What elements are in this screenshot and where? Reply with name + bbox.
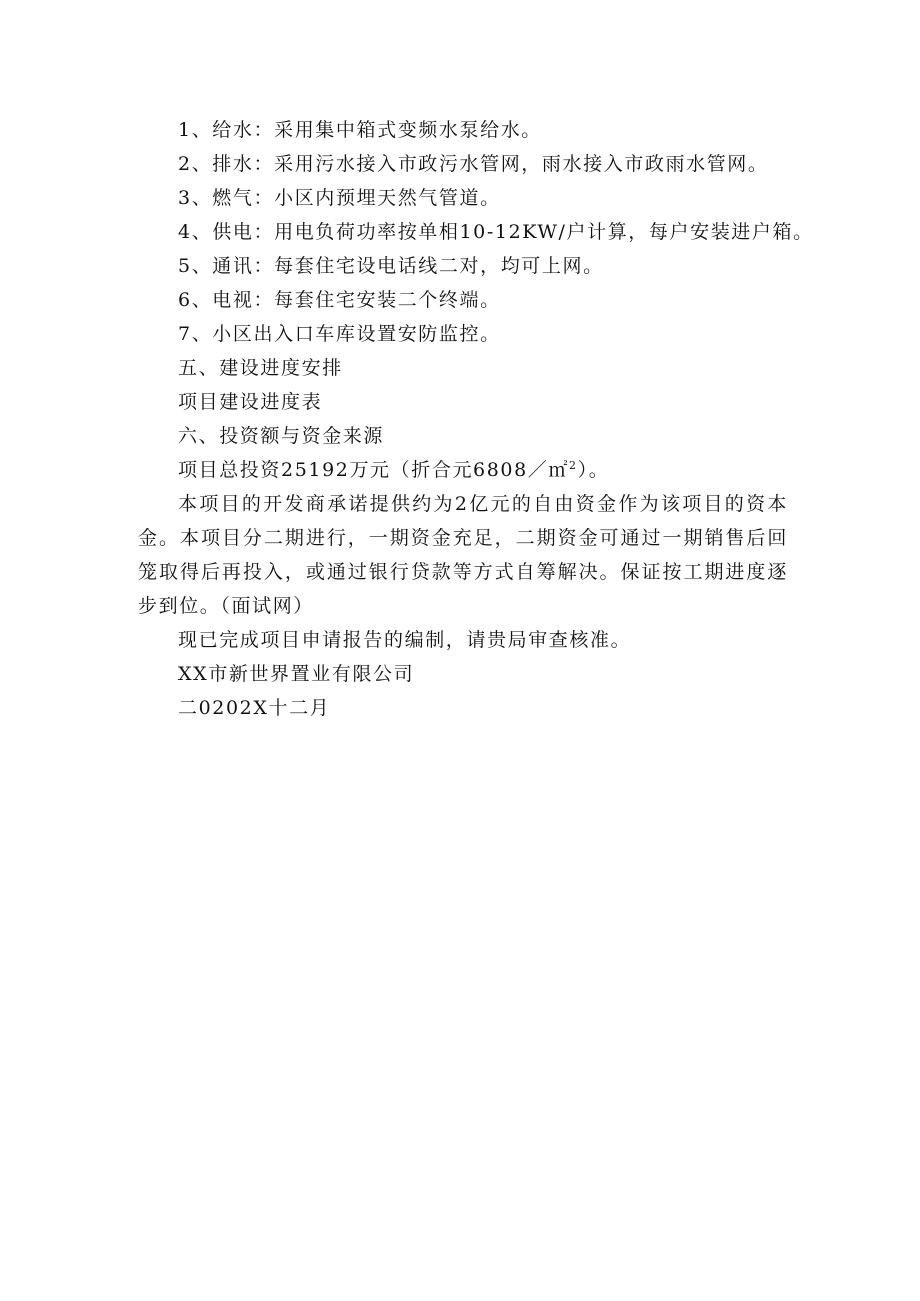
utility-tv: 6、电视：每套住宅安装二个终端。 <box>178 289 501 311</box>
utility-security: 7、小区出入口车库设置安防监控。 <box>178 323 501 345</box>
utility-gas: 3、燃气：小区内预埋天然气管道。 <box>178 187 501 209</box>
utility-drainage: 2、排水：采用污水接入市政污水管网，雨水接入市政雨水管网。 <box>178 153 769 175</box>
company-name: XX市新世界置业有限公司 <box>178 663 415 685</box>
utility-water-supply: 1、给水：采用集中箱式变频水泵给水。 <box>178 119 542 141</box>
investment-total <box>138 453 788 487</box>
closing-statement: 现已完成项目申请报告的编制，请贵局审查核准。 <box>178 629 632 651</box>
utility-power: 4、供电：用电负荷功率按单相10-12KW/户计算，每户安装进户箱。 <box>178 221 814 243</box>
section-6-heading: 六、投资额与资金来源 <box>178 425 385 447</box>
area-unit-superscript: 2 <box>569 459 578 472</box>
document-body <box>138 113 814 725</box>
document-date: 二0202X十二月 <box>178 697 331 719</box>
schedule-table-reference: 项目建设进度表 <box>178 391 323 413</box>
investment-text: 项目总投资25192万元（折合元6808／㎡ <box>178 459 569 481</box>
section-5-heading: 五、建设进度安排 <box>178 357 343 379</box>
investment-suffix: ）。 <box>577 459 610 481</box>
funding-paragraph: 本项目的开发商承诺提供约为2亿元的自由资金作为该项目的资本金。本项目分二期进行，一期资金充足，二期资金可通过一期销售后回笼取得后再投入，或通过银行贷款等方式自筹解决。保证按工期进度逐步到位。（面试网） <box>138 493 788 617</box>
utility-telecom: 5、通讯：每套住宅设电话线二对，均可上网。 <box>178 255 604 277</box>
